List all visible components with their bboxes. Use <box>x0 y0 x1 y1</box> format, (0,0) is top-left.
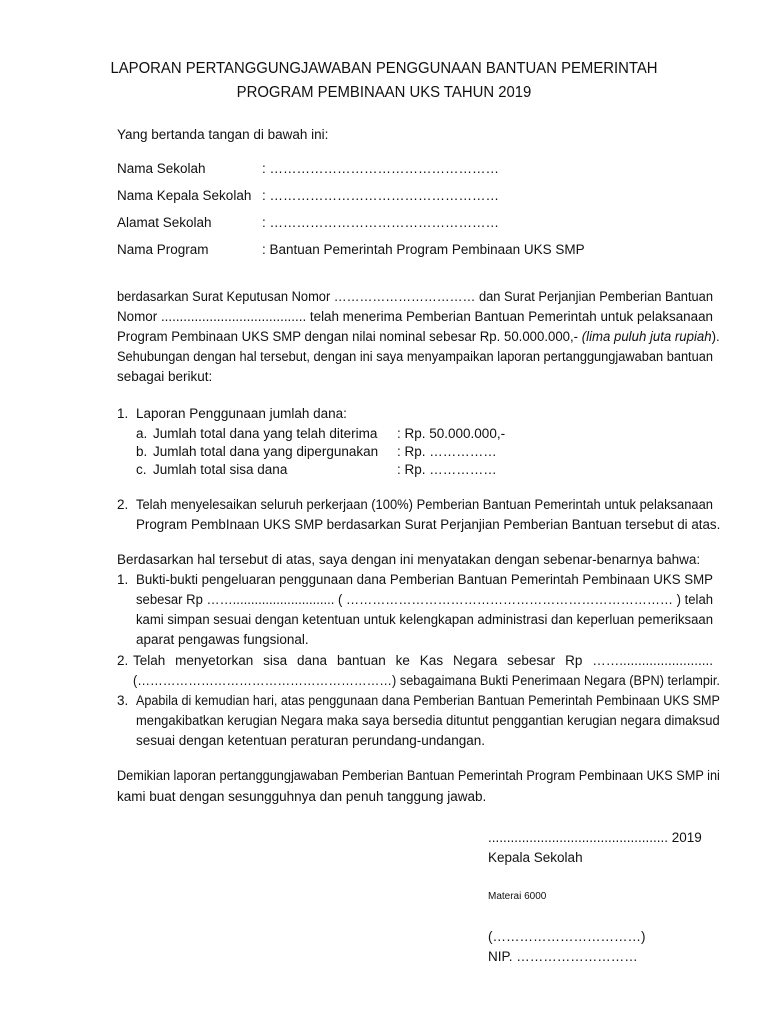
report-label-used: Jumlah total dana yang dipergunakan <box>153 444 379 459</box>
amount-in-words: (lima puluh juta rupiah <box>581 329 712 344</box>
report-label-received: Jumlah total dana yang telah diterima <box>153 426 378 441</box>
report-value-remaining: : Rp. …………… <box>397 462 497 477</box>
amount-close: ). <box>711 329 720 344</box>
identity-value-address: : …………………………………………… <box>262 215 500 230</box>
identity-label-principal: Nama Kepala Sekolah <box>117 188 252 203</box>
signature-name: (……………………………) <box>488 929 646 944</box>
statement-3-line-1: Apabila di kemudian hari, atas penggunaan dana Pemberian Bantuan Pemerintah Pembinaan UKS SMP <box>136 693 720 708</box>
report-letter-b: b. <box>136 444 148 459</box>
identity-label-address: Alamat Sekolah <box>117 215 212 230</box>
statement-3-line-3: sesuai dengan ketentuan peraturan perundang-undangan. <box>136 733 486 748</box>
identity-value-program: : Bantuan Pemerintah Program Pembinaan UKS SMP <box>262 242 585 257</box>
report-heading: Laporan Penggunaan jumlah dana: <box>136 406 347 421</box>
closing-line-1: Demikian laporan pertanggungjawaban Pemberian Bantuan Pemerintah Program Pembinaan UKS SMP ini <box>117 768 720 783</box>
report-value-used: : Rp. …………… <box>397 444 497 459</box>
report-letter-c: c. <box>136 462 147 477</box>
identity-label-program: Nama Program <box>117 242 209 257</box>
document-title-line-2: PROGRAM PEMBINAAN UKS TAHUN 2019 <box>236 84 532 101</box>
paragraph-basis-line-2: Nomor ....................................... telah menerima Pemberian Bantuan Pemerintah untuk pelaksanaan <box>117 309 713 324</box>
report-item-number: 1. <box>117 406 129 421</box>
identity-value-principal: : …………………………………………… <box>262 188 500 203</box>
identity-value-school: : …………………………………………… <box>262 161 500 176</box>
statement-3-line-2: mengakibatkan kerugian Negara maka saya bersedia dituntut penggantian kerugian negara dimaksud <box>136 713 720 728</box>
completion-line-2: Program PembInaan UKS SMP berdasarkan Surat Perjanjian Pemberian Bantuan tersebut di atas. <box>136 517 721 532</box>
signature-date: ................................................ 2019 <box>488 830 702 845</box>
paragraph-basis-line-5: sebagai berikut: <box>117 369 213 384</box>
report-label-remaining: Jumlah total sisa dana <box>153 462 288 477</box>
statement-1-line-1: Bukti-bukti pengeluaran penggunaan dana Pemberian Bantuan Pemerintah Pembinaan UKS SMP <box>136 572 713 587</box>
statement-1-line-2: sebesar Rp ……............................ ( ………………………………………………………………… ) telah <box>136 592 713 607</box>
signature-role: Kepala Sekolah <box>488 850 583 865</box>
paragraph-basis-line-4: Sehubungan dengan hal tersebut, dengan ini saya menyampaikan laporan pertanggungjawaban bantuan <box>117 349 713 364</box>
completion-number: 2. <box>117 497 129 512</box>
statement-2-line-2: (……………………………………………………) sebagaimana Bukti Penerimaan Negara (BPN) terlampir. <box>133 673 720 688</box>
amount-text: Program Pembinaan UKS SMP dengan nilai nominal sebesar Rp. 50.000.000,- <box>117 329 579 344</box>
identity-label-school: Nama Sekolah <box>117 161 206 176</box>
statement-intro: Berdasarkan hal tersebut di atas, saya dengan ini menyatakan dengan sebenar-benarnya bahwa: <box>117 552 701 567</box>
signature-nip: NIP. ……………………… <box>488 949 638 964</box>
closing-line-2: kami buat dengan sesungguhnya dan penuh tanggung jawab. <box>117 789 487 804</box>
stamp-duty-label: Materai 6000 <box>488 891 547 902</box>
paragraph-basis-line-1: berdasarkan Surat Keputusan Nomor …………………………… dan Surat Perjanjian Pemberian Bantuan <box>117 289 713 304</box>
statement-2-number: 2. <box>117 653 129 668</box>
statement-1-line-3: kami simpan sesuai dengan ketentuan untuk kelengkapan administrasi dan keperluan pemeriksaan <box>136 612 713 627</box>
statement-3-number: 3. <box>117 693 129 708</box>
completion-line-1: Telah menyelesaikan seluruh perkerjaan (100%) Pemberian Bantuan Pemerintah untuk pelaksanaan <box>136 497 713 512</box>
report-letter-a: a. <box>136 426 148 441</box>
intro-text: Yang bertanda tangan di bawah ini: <box>117 127 329 142</box>
statement-2-line-1: Telah menyetorkan sisa dana bantuan ke Kas Negara sebesar Rp ……......................... <box>133 653 713 668</box>
statement-1-number: 1. <box>117 572 129 587</box>
document-title-line-1: LAPORAN PERTANGGUNGJAWABAN PENGGUNAAN BANTUAN PEMERINTAH <box>110 60 658 77</box>
statement-1-line-4: aparat pengawas fungsional. <box>136 632 309 647</box>
report-value-received: : Rp. 50.000.000,- <box>397 426 506 441</box>
paragraph-basis-line-3 <box>117 329 720 344</box>
